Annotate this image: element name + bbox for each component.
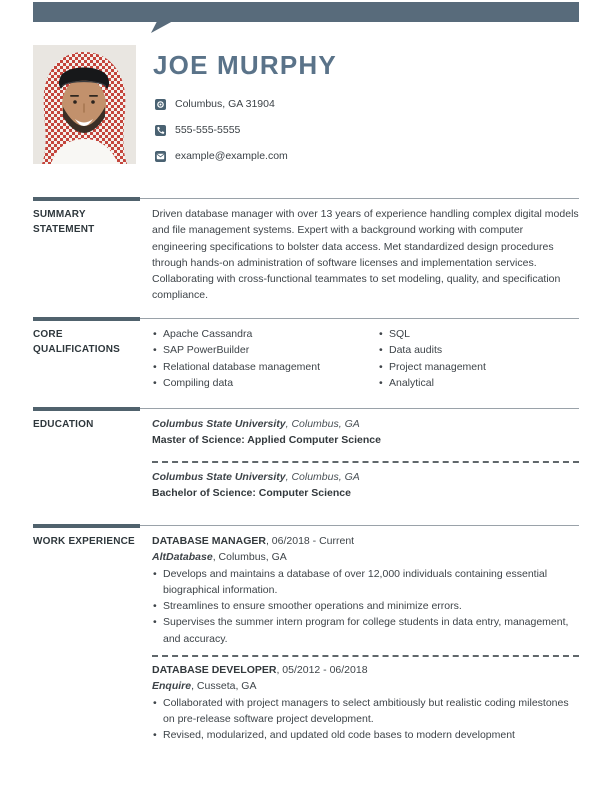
company-location: , Cusseta, GA (191, 680, 257, 693)
section-divider (33, 197, 579, 201)
company-name: AltDatabase (152, 551, 213, 564)
email-icon (155, 151, 166, 162)
section-summary (33, 197, 579, 304)
job-dates: , 06/2018 - Current (265, 535, 355, 547)
header-accent-bar (33, 2, 579, 22)
school-name: Columbus State University (152, 418, 286, 430)
qualification-item: • Analytical (378, 375, 579, 391)
section-work-experience (33, 524, 579, 744)
core-section-label: CORE QUALIFICATIONS (33, 329, 121, 355)
candidate-name: JOE MURPHY (153, 50, 337, 80)
qualifications-column-2 (378, 326, 579, 391)
section-divider (33, 524, 579, 528)
job-duty: • Revised, modularized, and updated old code bases to modern development (152, 727, 579, 743)
contact-email: example@example.com (175, 150, 288, 162)
degree: Master of Science: Applied Computer Science (152, 434, 381, 447)
school-name: Columbus State University (152, 470, 286, 483)
phone-icon (155, 125, 166, 136)
education-entry (152, 469, 579, 502)
education-entry (152, 416, 579, 449)
job-duties (152, 566, 579, 647)
job-dates: , 05/2012 - 06/2018 (276, 664, 368, 677)
school-location: , Columbus, GA (285, 418, 360, 430)
work-section-label: WORK EXPERIENCE (33, 536, 135, 547)
summary-section-label: SUMMARY STATEMENT (33, 209, 95, 235)
qualification-item: • Apache Cassandra (152, 326, 378, 342)
section-education (33, 407, 579, 501)
work-entry (152, 662, 579, 743)
school-location: , Columbus, GA (285, 470, 360, 483)
contact-row-email (155, 150, 288, 162)
job-title: DATABASE MANAGER (152, 535, 266, 547)
job-duty: • Streamlines to ensure smoother operations and minimize errors. (152, 598, 579, 614)
job-duties (152, 695, 579, 744)
profile-photo (33, 45, 136, 164)
contact-location: Columbus, GA 31904 (175, 98, 275, 110)
company-location: , Columbus, GA (212, 551, 287, 564)
contact-info (155, 98, 288, 176)
contact-phone: 555-555-5555 (175, 124, 241, 136)
qualification-item: • SQL (378, 326, 579, 342)
degree: Bachelor of Science: Computer Science (152, 486, 351, 499)
job-duty: • Develops and maintains a database of over 12,000 individuals containing essential biographical information. (152, 566, 579, 599)
location-icon (155, 99, 166, 110)
education-section-label: EDUCATION (33, 419, 94, 430)
qualification-item: • Project management (378, 359, 579, 375)
section-core-qualifications (33, 317, 579, 391)
job-duty: • Supervises the summer intern program for college students in data entry, management, and accuracy. (152, 614, 579, 647)
entry-divider-dashed (152, 655, 579, 657)
work-entry (152, 533, 579, 647)
company-name: Enquire (152, 680, 192, 693)
section-divider (33, 317, 579, 321)
header-accent-bar-tail (151, 21, 173, 33)
entry-divider-dashed (152, 461, 579, 463)
qualification-item: • Compiling data (152, 375, 378, 391)
contact-row-location (155, 98, 288, 110)
contact-row-phone (155, 124, 288, 136)
qualification-item: • SAP PowerBuilder (152, 342, 378, 358)
qualifications-column-1 (152, 326, 378, 391)
qualification-item: • Relational database management (152, 359, 378, 375)
qualification-item: • Data audits (378, 342, 579, 358)
portrait-illustration (33, 45, 136, 164)
section-divider (33, 407, 579, 411)
summary-text: Driven database manager with over 13 years of experience handling complex digital models and file management systems. Expert with a background working with computer engineering specifications to bolster data access. Met standardized design procedures through hands-on administration of software licenses and implementation services. Collaborating with cross-functional teammates to set modeling, quality, and specification compliance. (152, 208, 579, 302)
job-title: DATABASE DEVELOPER (152, 664, 277, 677)
job-duty: • Collaborated with project managers to select ambitiously but realistic coding milestones on pre-release software project development. (152, 695, 579, 728)
